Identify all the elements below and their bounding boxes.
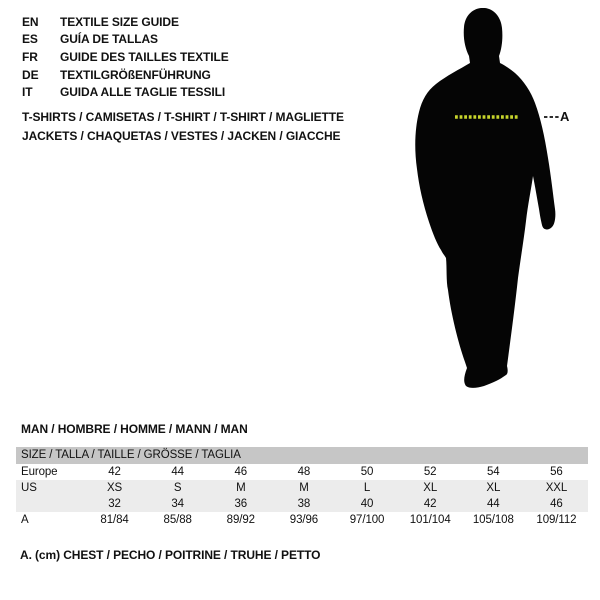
size-table-header: SIZE / TALLA / TAILLE / GRÖSSE / TAGLIA xyxy=(16,447,588,464)
size-cell: 109/112 xyxy=(536,514,577,526)
row-label: US xyxy=(21,482,37,494)
size-cell: 50 xyxy=(360,466,374,478)
size-cell: S xyxy=(173,482,182,494)
size-cell: 34 xyxy=(171,498,184,510)
language-row xyxy=(22,13,229,31)
language-code: ES xyxy=(22,32,38,47)
man-silhouette-svg xyxy=(402,6,580,398)
language-code: IT xyxy=(22,85,33,100)
table-row-us xyxy=(16,480,588,496)
size-cell: 38 xyxy=(297,498,311,510)
row-label: Europe xyxy=(21,466,58,478)
size-cell: 56 xyxy=(550,466,563,478)
size-cell: 44 xyxy=(487,498,500,510)
language-row xyxy=(22,66,229,84)
man-silhouette xyxy=(415,8,555,388)
category-line-tshirts: T-SHIRTS / CAMISETAS / T-SHIRT / T-SHIRT / MAGLIETTE xyxy=(22,110,344,124)
size-cell: 44 xyxy=(171,466,184,478)
row-label: A xyxy=(21,514,29,526)
table-row-europe xyxy=(16,464,588,480)
man-silhouette-figure xyxy=(402,6,580,398)
language-code: EN xyxy=(22,14,39,29)
table-row-us-numeric xyxy=(16,496,588,512)
size-cell: 89/92 xyxy=(226,514,255,526)
category-list xyxy=(22,108,344,146)
measure-label-a: A xyxy=(560,109,570,124)
size-cell: XL xyxy=(423,482,438,494)
size-cell: 85/88 xyxy=(163,514,192,526)
language-row xyxy=(22,83,229,101)
man-section-heading: MAN / HOMBRE / HOMME / MANN / MAN xyxy=(21,422,248,436)
row-label xyxy=(16,496,83,512)
size-cell: 105/108 xyxy=(472,514,514,526)
language-guide xyxy=(22,13,229,101)
language-row xyxy=(22,48,229,66)
category-line-jackets: JACKETS / CHAQUETAS / VESTES / JACKEN / GIACCHE xyxy=(22,129,341,143)
language-code: FR xyxy=(22,49,38,64)
size-cell: M xyxy=(299,482,309,494)
size-cell: 46 xyxy=(550,498,563,510)
size-cell: 54 xyxy=(487,466,500,478)
language-row xyxy=(22,31,229,49)
size-cell: 101/104 xyxy=(409,514,451,526)
language-title: GUÍA DE TALLAS xyxy=(60,32,158,47)
size-cell: XXL xyxy=(545,482,568,494)
size-cell: XL xyxy=(486,482,501,494)
size-cell: 81/84 xyxy=(100,514,129,526)
size-cell: L xyxy=(363,482,371,494)
size-cell: XS xyxy=(106,482,123,494)
language-title: TEXTILE SIZE GUIDE xyxy=(60,14,179,29)
size-cell: 36 xyxy=(234,498,248,510)
language-title: TEXTILGRÖßENFÜHRUNG xyxy=(60,67,211,82)
size-cell: 40 xyxy=(360,498,374,510)
size-cell: 48 xyxy=(297,466,311,478)
size-cell: 52 xyxy=(423,466,437,478)
size-cell: 32 xyxy=(108,498,121,510)
size-cell: 46 xyxy=(234,466,248,478)
language-code: DE xyxy=(22,67,39,82)
size-table xyxy=(16,447,588,528)
language-title: GUIDE DES TAILLES TEXTILE xyxy=(60,49,229,64)
size-cell: 97/100 xyxy=(349,514,385,526)
language-title: GUIDA ALLE TAGLIE TESSILI xyxy=(60,85,226,100)
size-cell: M xyxy=(236,482,246,494)
size-cell: 93/96 xyxy=(289,514,319,526)
measurement-legend: A. (cm) CHEST / PECHO / POITRINE / TRUHE / PETTO xyxy=(20,548,321,562)
size-cell: 42 xyxy=(108,466,121,478)
table-row-chest-cm xyxy=(16,512,588,528)
size-cell: 42 xyxy=(423,498,437,510)
